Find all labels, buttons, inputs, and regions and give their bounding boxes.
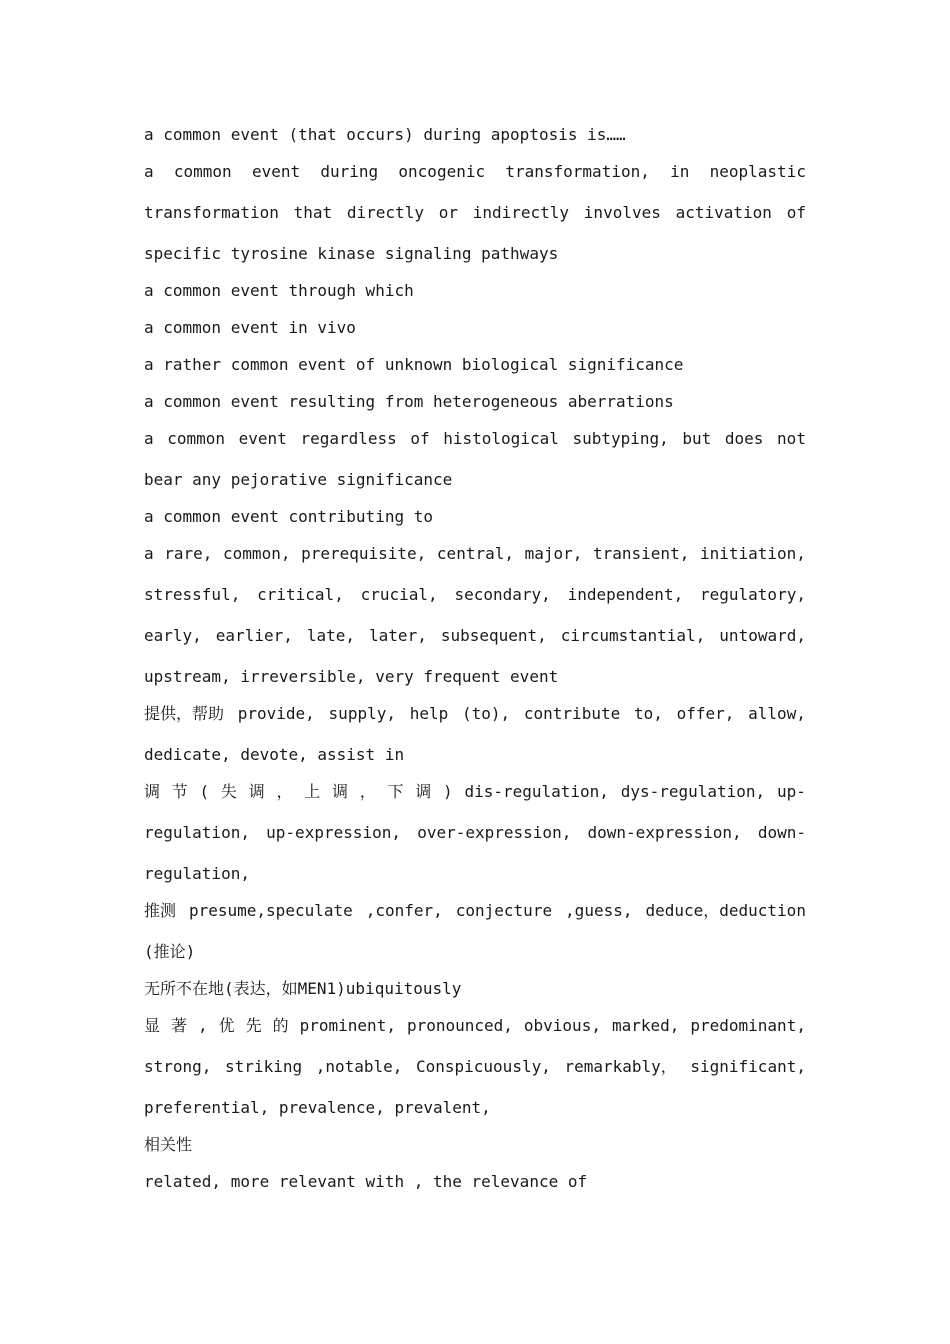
word: ， [276,782,293,801]
entry-regulation [144,779,806,887]
word: ,confer, [365,901,443,920]
word: a [144,162,154,181]
word: a [144,544,154,563]
text-line: upstream, irreversible, very frequent event [144,667,559,686]
word: strong, [144,1057,212,1076]
word: offer, [676,704,735,723]
word: supply, [328,704,396,723]
word: ,notable, [315,1057,403,1076]
word: 显 [144,1016,161,1035]
text-line [144,1054,806,1080]
text-line [144,541,806,567]
word: prominent, [299,1016,396,1035]
word: 推测 [144,901,177,920]
word: , [198,1016,208,1035]
text-line: dedicate, devote, assist in [144,745,405,764]
word: contribute [523,704,621,723]
text-line [144,623,806,649]
word: help [409,704,449,723]
word: significant, [690,1057,806,1076]
word: event [251,162,301,181]
text-line: a common event in vivo [144,318,356,337]
word: up-expression, [266,823,402,842]
word: ,guess, [565,901,633,920]
word: ( [199,782,210,801]
entry-event-adjectives [144,541,806,690]
word: in [670,162,690,181]
entry-related [144,1169,806,1195]
word: prerequisite, [301,544,427,563]
word: oncogenic [398,162,486,181]
text-line: related, more relevant with , the relevance of [144,1172,588,1191]
word: independent, [567,585,684,604]
text-line: regulation, [144,864,250,883]
word: not [777,429,806,448]
entry-relevance-heading [144,1132,806,1158]
text-line [144,200,806,226]
word: histological [443,429,559,448]
text-line: 相关性 [144,1135,193,1154]
word: 失 [220,782,237,801]
text-line: a common event (that occurs) during apoptosis is…… [144,125,626,144]
word: involves [583,203,661,222]
text-line: a common event through which [144,281,414,300]
word: down- [757,823,806,842]
word: during [320,162,379,181]
word: central, [436,544,514,563]
word: or [438,203,458,222]
entry-provide-help [144,701,806,768]
word: striking [225,1057,303,1076]
word: transient, [593,544,690,563]
word: remarkably， [564,1057,677,1076]
word: 先 [245,1016,262,1035]
word: circumstantial, [560,626,706,645]
word: 下 [387,782,404,801]
document-body [144,122,806,1206]
word: directly [346,203,424,222]
word: predominant, [690,1016,806,1035]
word: 调 [331,782,348,801]
word: dys-regulation, [620,782,766,801]
text-line [144,582,806,608]
entry-contributing-to [144,504,806,530]
word: early, [144,626,202,645]
word: secondary, [454,585,551,604]
word: of [410,429,430,448]
word: does [724,429,764,448]
text-line [144,898,806,924]
word: transformation [144,203,279,222]
entry-presume [144,898,806,965]
word: activation [675,203,772,222]
word: over-expression, [417,823,572,842]
word: regulation, [144,823,250,842]
word: transformation, [505,162,650,181]
word: 著 [171,1016,188,1035]
word: neoplastic [709,162,806,181]
word: that [293,203,333,222]
word: common [173,162,232,181]
text-line: bear any pejorative significance [144,470,453,489]
word: 的 [272,1016,289,1035]
word: of [786,203,806,222]
word: (to), [461,704,511,723]
text-line [144,426,806,452]
word: down-expression, [587,823,742,842]
word: earlier, [215,626,293,645]
text-line: 无所不在地(表达，如MEN1)ubiquitously [144,979,462,998]
word: stressful, [144,585,241,604]
word: but [682,429,712,448]
word: to, [633,704,663,723]
entry-unknown-significance [144,352,806,378]
word: critical, [257,585,344,604]
entry-histological-subtyping [144,426,806,493]
word: untoward, [719,626,806,645]
text-line [144,1013,806,1039]
text-line: specific tyrosine kinase signaling pathways [144,244,559,263]
text-line: a common event contributing to [144,507,433,526]
word: 调 [144,782,161,801]
word: ) [443,782,453,801]
text-line [144,159,806,185]
word: Conspicuously, [415,1057,551,1076]
text-line [144,779,806,805]
word: marked, [611,1016,680,1035]
word: 调 [248,782,265,801]
word: regardless [300,429,397,448]
word: major, [524,544,583,563]
entry-oncogenic-transformation [144,159,806,267]
word: common, [223,544,291,563]
entry-in-vivo [144,315,806,341]
word: dis-regulation, [464,782,609,801]
word: 提供，帮助 [144,704,225,723]
entry-heterogeneous-aberrations [144,389,806,415]
word: presume,speculate [188,901,353,920]
word: event [238,429,287,448]
word: initiation, [699,544,806,563]
word: later, [369,626,427,645]
text-line [144,701,806,727]
word: conjecture [455,901,553,920]
text-line: preferential, prevalence, prevalent, [144,1098,491,1117]
word: allow, [748,704,806,723]
word: 优 [218,1016,235,1035]
word: obvious, [523,1016,601,1035]
text-line: a common event resulting from heterogeneous aberrations [144,392,674,411]
word: late, [306,626,356,645]
word: provide, [237,704,315,723]
entry-apoptosis-event [144,122,806,148]
word: crucial, [360,585,438,604]
word: common [167,429,226,448]
entry-through-which [144,278,806,304]
word: a [144,429,154,448]
word: 调 [415,782,432,801]
word: subtyping, [572,429,669,448]
word: 节 [171,782,188,801]
entry-ubiquitously [144,976,806,1002]
word: rare, [164,544,213,563]
word: deduce，deduction [645,901,806,920]
entry-prominent [144,1013,806,1121]
text-line: (推论) [144,942,196,961]
word: subsequent, [440,626,547,645]
word: pronounced, [406,1016,513,1035]
word: up- [776,782,806,801]
text-line [144,820,806,846]
word: regulatory, [700,585,806,604]
word: 上 [304,782,321,801]
word: ， [359,782,376,801]
word: indirectly [472,203,570,222]
text-line: a rather common event of unknown biological significance [144,355,684,374]
